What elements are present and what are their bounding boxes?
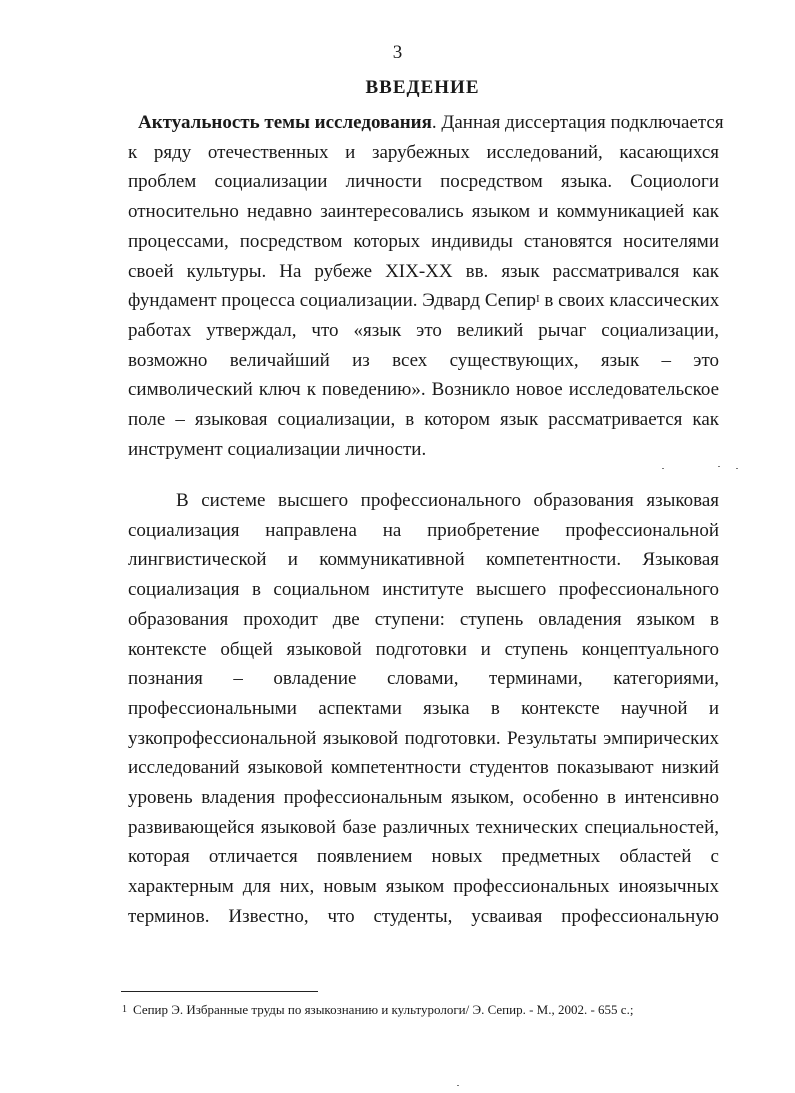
text-line: которая отличается появлением новых предметных областей с — [128, 846, 719, 868]
footnote — [122, 1001, 633, 1019]
text-line: возможно величайший из всех существующих, язык – это — [128, 349, 719, 371]
text-line: процессами, посредством которых индивиды становятся носителями — [128, 230, 719, 252]
text-line: В системе высшего профессионального образования языковая — [176, 490, 719, 511]
text-line: инструмент социализации личности. — [128, 438, 427, 460]
text-line: терминов. Известно, что студенты, усваивая профессиональную — [128, 905, 719, 927]
text-line: фундамент процесса социализации. Эдвард Сепир$^I$ в своих классических — [128, 290, 720, 312]
paragraph-relevance — [128, 108, 724, 464]
text-line: Актуальность темы исследования. Данная диссертация подключается — [138, 112, 724, 133]
section-heading: ВВЕДЕНИЕ — [365, 77, 480, 98]
text-line: образования проходит две ступени: ступень овладения языком в — [128, 608, 719, 630]
footnote-text: Сепир Э. Избранные труды по языкознанию и культурологи/ Э. Сепир. - М., 2002. - 655 с.; — [133, 1002, 634, 1017]
footnote-divider — [121, 991, 318, 992]
text-line: развивающейся языковой базе различных технических специальностей, — [128, 816, 719, 838]
text-line: к ряду отечественных и зарубежных исследований, касающихся — [128, 141, 719, 163]
text-line: своей культуры. На рубеже XIX-XX вв. язык рассматривался как — [128, 260, 719, 282]
text-line: символический ключ к поведению». Возникло новое исследовательское — [128, 379, 719, 401]
text-line: исследований языковой компетентности студентов показывают низкий — [128, 757, 719, 779]
scan-speck — [662, 468, 664, 469]
scan-speck — [457, 1085, 459, 1086]
footnote-reference: I — [536, 293, 540, 306]
page-number: 3 — [392, 42, 403, 63]
text-line: социализация направлена на приобретение профессиональной — [128, 519, 719, 541]
text-line: работах утверждал, что «язык это великий рычаг социализации, — [128, 319, 719, 341]
text-line: профессиональными аспектами языка в контексте научной и — [128, 697, 719, 719]
text-line: познания – овладение словами, терминами, категориями, — [128, 668, 719, 690]
scan-speck — [718, 466, 720, 467]
relevance-lead: Актуальность темы исследования — [138, 112, 432, 133]
scan-speck — [736, 468, 738, 469]
text-line: характерным для них, новым языком профессиональных иноязычных — [128, 876, 719, 898]
text-line: поле – языковая социализации, в котором язык рассматривается как — [128, 409, 719, 431]
text-line: контексте общей языковой подготовки и ступень концептуального — [128, 638, 719, 660]
text-line: лингвистической и коммуникативной компетентности. Языковая — [128, 549, 719, 571]
paragraph-system — [128, 486, 719, 932]
text-line: относительно недавно заинтересовались языком и коммуникацией как — [128, 201, 719, 223]
text-line: уровень владения профессиональным языком, особенно в интенсивно — [128, 787, 719, 809]
footnote-number: 1 — [122, 1004, 127, 1015]
text-line: проблем социализации личности посредством языка. Социологи — [128, 171, 719, 193]
text-line: узкопрофессиональной языковой подготовки. Результаты эмпирических — [128, 727, 719, 749]
text-line: социализация в социальном институте высшего профессионального — [128, 579, 719, 601]
